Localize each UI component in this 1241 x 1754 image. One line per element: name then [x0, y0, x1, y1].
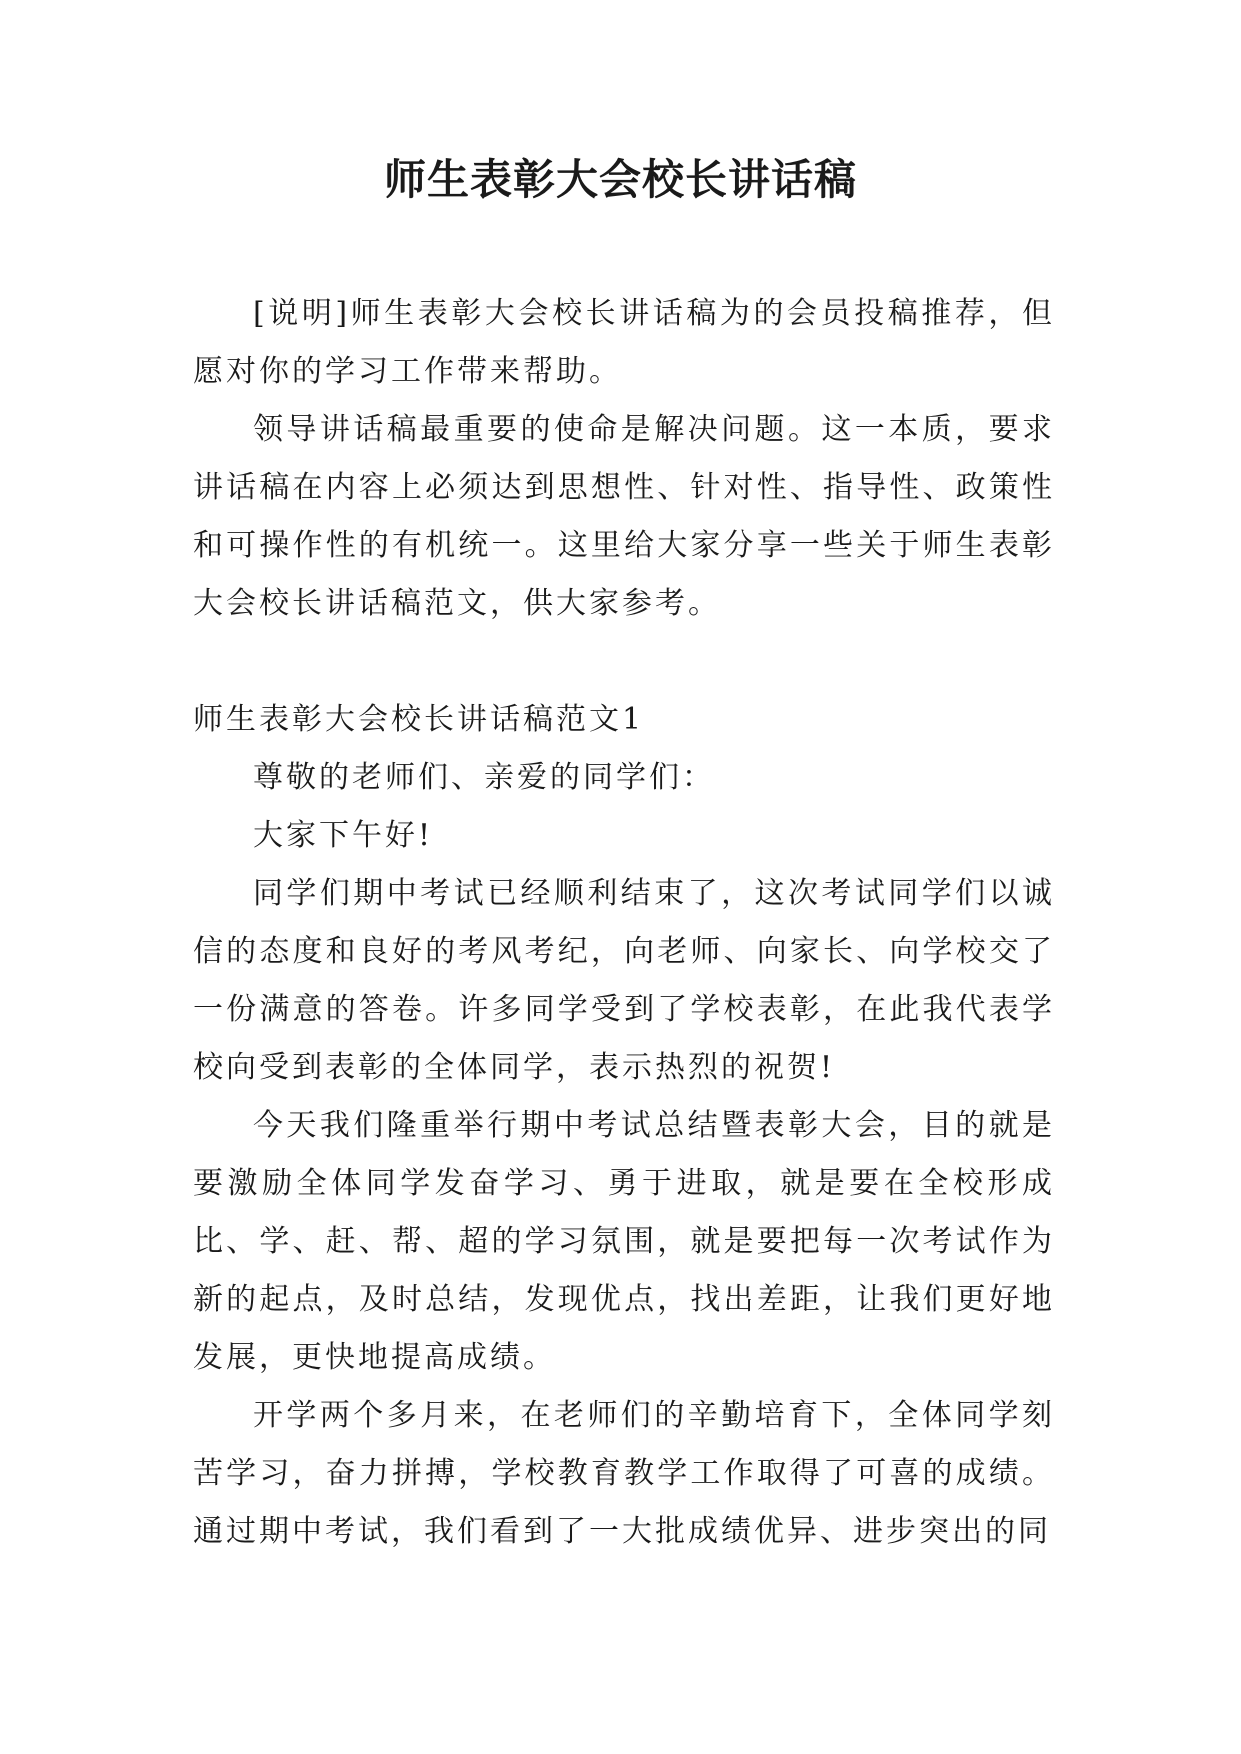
- document-content: [193, 285, 1055, 1561]
- section-heading: 师生表彰大会校长讲话稿范文1: [193, 702, 645, 737]
- body-paragraph: 今天我们隆重举行期中考试总结暨表彰大会，目的就是要激励全体同学发奋学习、勇于进取，就是要在全校形成比、学、赶、帮、超的学习氛围，就是要把每一次考试作为新的起点，及时总结，发现优点，找出差距，让我们更好地发展，更快地提高成绩。: [193, 1108, 1055, 1375]
- salutation: 尊敬的老师们、亲爱的同学们：: [253, 760, 715, 795]
- paragraph-gap: [193, 633, 1055, 691]
- intro-paragraph: 领导讲话稿最重要的使命是解决问题。这一本质，要求讲话稿在内容上必须达到思想性、针对性、指导性、政策性和可操作性的有机统一。这里给大家分享一些关于师生表彰大会校长讲话稿范文，供大家参考。: [193, 412, 1055, 621]
- body-paragraph: 开学两个多月来，在老师们的辛勤培育下，全体同学刻苦学习，奋力拼搏，学校教育教学工作取得了可喜的成绩。通过期中考试，我们看到了一大批成绩优异、进步突出的同: [193, 1398, 1055, 1549]
- greeting: 大家下午好!: [253, 818, 434, 853]
- intro-paragraph: [说明]师生表彰大会校长讲话稿为的会员投稿推荐，但愿对你的学习工作带来帮助。: [193, 296, 1055, 389]
- document-title: 师生表彰大会校长讲话稿: [383, 155, 857, 204]
- body-paragraph: 同学们期中考试已经顺利结束了，这次考试同学们以诚信的态度和良好的考风考纪，向老师、向家长、向学校交了一份满意的答卷。许多同学受到了学校表彰，在此我代表学校向受到表彰的全体同学，表示热烈的祝贺!: [193, 876, 1055, 1085]
